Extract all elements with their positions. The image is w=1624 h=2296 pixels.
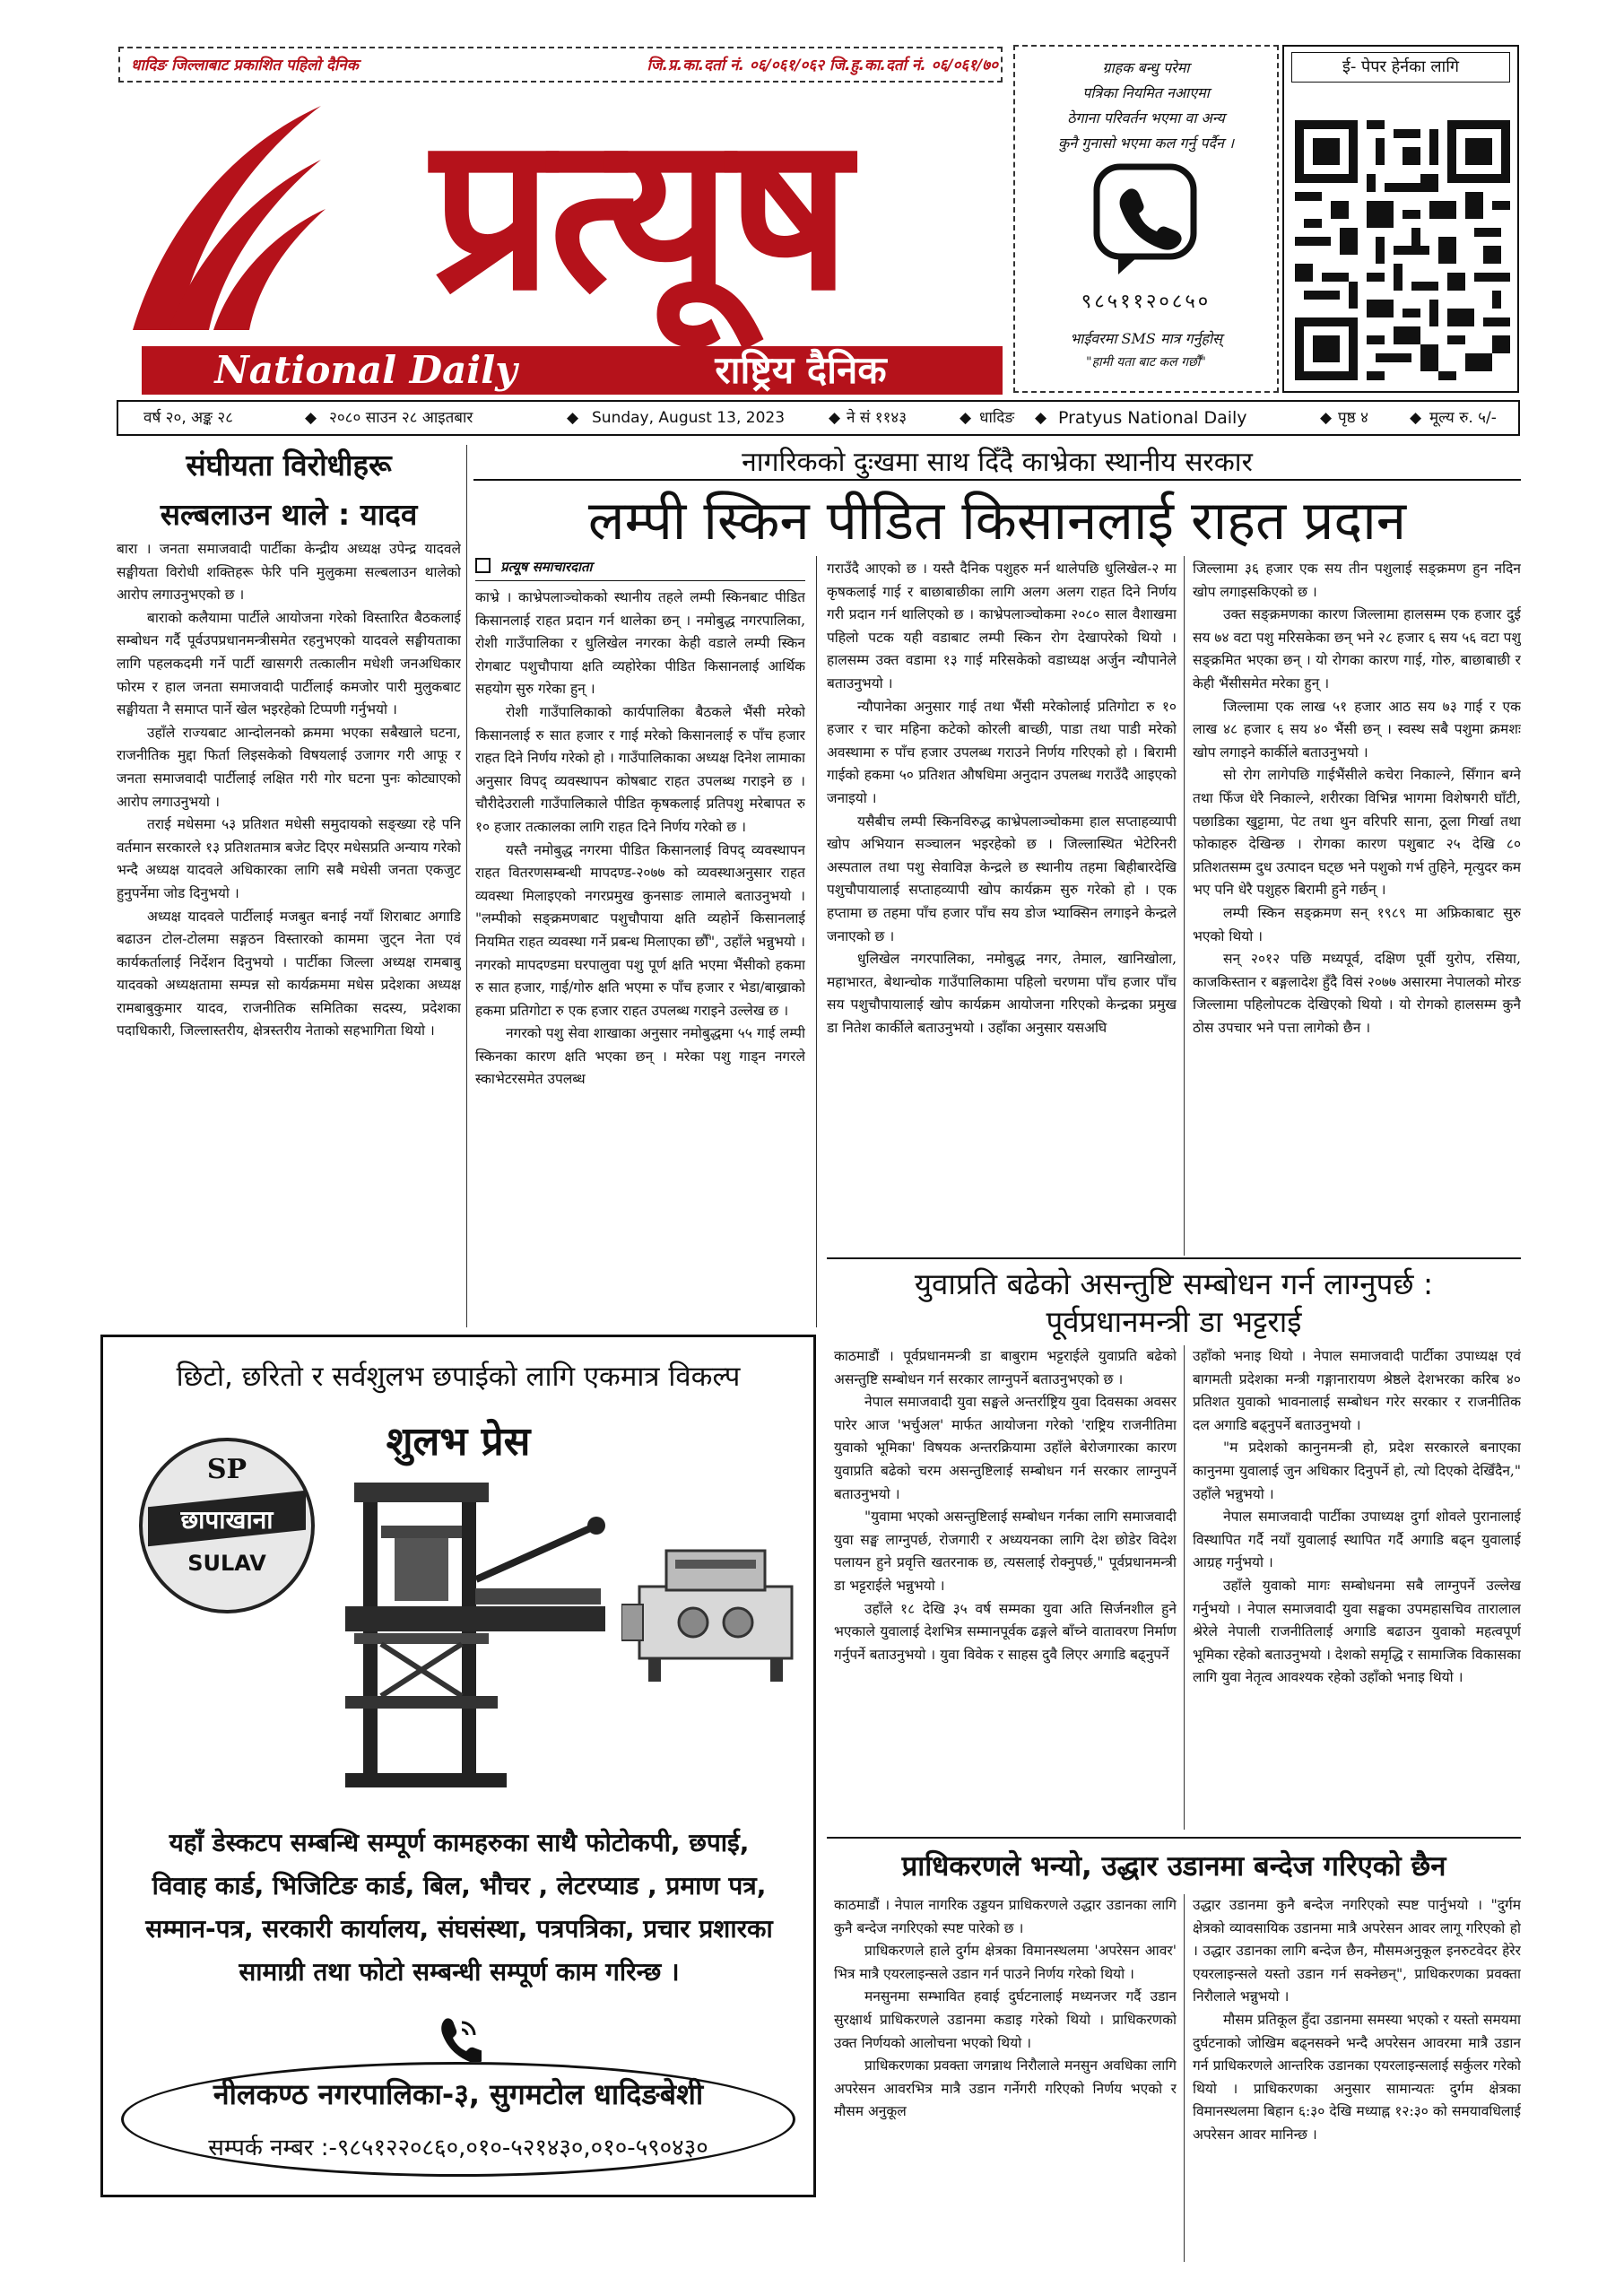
column-divider <box>1184 1345 1185 1830</box>
ad-name: शुलभ प्रेस <box>386 1419 531 1465</box>
main-kicker: नागरिकको दुःखमा साथ दिँदै काभ्रेका स्थानीय सरकार <box>742 447 1253 478</box>
paragraph: सन् २०१२ पछि मध्यपूर्व, दक्षिण पूर्वी युरोप, रसिया, काजकिस्तान र बङ्गलादेश हुँदै विसं २०७७ असारमा नेपालको मोरङ जिल्लामा पहिलोपटक देखिएको थियो । यो रोगको हालसम्म कुनै ठोस उपचार भने पत्ता लागेको छैन । <box>1193 951 1521 1036</box>
ad-logo <box>139 1438 315 1613</box>
nepali-date: २०८० साउन २८ आइतबार <box>329 409 473 427</box>
nepal-samvat: ने सं ११४३ <box>847 409 908 427</box>
paragraph: मौसम प्रतिकूल हुँदा उडानमा समस्या भएको र यस्तो समयमा दुर्घटनाको जोखिम बढ्नसक्ने भन्दै अपरेसन आवरमा मात्रै उडान गर्न प्राधिकरणले आन्तरिक उडानका एयरलाइन्सलाई सर्कुलर गरेको थियो । प्राधिकरणका अनुसार सामान्यतः दुर्गम क्षेत्रका विमानस्थलमा बिहान ६:३० देखि मध्याह्न १२:३० को समयावधिलाई अपरेसन आवर मानिन्छ । <box>1193 2011 1521 2143</box>
section-rule <box>827 1837 1521 1839</box>
viber-icon <box>1091 161 1199 278</box>
paragraph: धुलिखेल नगरपालिका, नमोबुद्ध नगर, तेमाल, खानिखोला, महाभारत, बेथान्चोक गाउँपालिकामा पहिलो चरणमा पाँच हजार पाँच सय पशुचौपायालाई खोप कार्यक्रम आयोजना गरिएको केन्द्रका प्रमुख डा नितेश कार्कीले बताउनुभयो । उहाँका अनुसार यसअघि <box>827 951 1177 1036</box>
column-divider <box>1184 1894 1185 2262</box>
paragraph: नेपाल समाजवादी युवा सङ्घले अन्तर्राष्ट्रिय युवा दिवसका अवसर पारेर आज 'भर्चुअल' मार्फत आयोजना गरेको 'राष्ट्रिय राजनीतिमा युवाको भूमिका' विषयक अन्तरक्रियामा उहाँले बेरोजगारका कारण युवाप्रति बढेको चरम असन्तुष्टिलाई सम्बोधन गर्न सरकार लाग्नुपर्ने बताउनुभयो । <box>834 1394 1177 1502</box>
paragraph: जिल्लामा एक लाख ५१ हजार आठ सय ७३ गाई र एक लाख ४८ हजार ६ सय ४० भैंसी छन् । स्वस्थ सबै पशुमा क्रमशः खोप लगाइने कार्कीले बताउनुभयो । <box>1193 698 1521 761</box>
column-divider <box>816 556 817 1327</box>
paragraph: "युवामा भएको असन्तुष्टिलाई सम्बोधन गर्नका लागि समाजवादी युवा सङ्घ लाग्नुपर्छ, रोजगारी र अध्ययनका लागि देश छोडेर विदेश पलायन हुने प्रवृत्ति खतरनाक छ, त्यसलाई रोक्नुपर्छ," पूर्वप्रधानमन्त्री डा भट्टराईले भन्नुभयो । <box>834 1509 1177 1594</box>
byline-icon <box>475 558 491 573</box>
paragraph: "म प्रदेशको कानुनमन्त्री हो, प्रदेश सरकारले बनाएका कानुनमा युवालाई जुन अधिकार दिनुपर्ने हो, त्यो दिएको देखिँदैन," उहाँले भन्नुभयो । <box>1193 1439 1521 1502</box>
caan-headline: प्राधिकरणले भन्यो, उद्धार उडानमा बन्देज गरिएको छैन <box>901 1850 1446 1883</box>
main-col-1 <box>475 587 805 1326</box>
paragraph: काठमाडौं । नेपाल नागरिक उड्डयन प्राधिकरणले उद्धार उडानका लागि कुनै बन्देज नगरिएको स्पष्ट पारेको छ । <box>834 1897 1177 1936</box>
left-story-body <box>117 538 461 1326</box>
caan-col-2 <box>1193 1894 1521 2262</box>
section-rule <box>827 1257 1521 1259</box>
column-divider <box>466 445 467 1327</box>
notice-line: कुनै गुनासो भएमा कल गर्नु पर्दैन । <box>1057 135 1235 152</box>
paragraph: तराई मधेसमा ५३ प्रतिशत मधेसी समुदायको सङ्ख्या रहे पनि वर्तमान सरकारले १३ प्रतिशतमात्र बजेट दिएर मधेसप्रति अन्याय गरेको भन्दै अध्यक्ष यादवले अधिकारका लागि सबै मधेसी जनता एकजुट हुनुपर्नेमा जोड दिनुभयो । <box>117 816 461 901</box>
paragraph: मनसुनमा सम्भावित हवाई दुर्घटनालाई मध्यनजर गर्दै उडान सुरक्षार्थ प्राधिकरणले उडानमा कडाइ गरेको थियो । प्राधिकरणको उक्त निर्णयको आलोचना भएको थियो । <box>834 1988 1177 2051</box>
paragraph: काठमाडौं । पूर्वप्रधानमन्त्री डा बाबुराम भट्टराईले युवाप्रति बढेको असन्तुष्टि सम्बोधन गर्न सरकार लाग्नुपर्ने बताउनुभएको छ । <box>834 1348 1177 1387</box>
viber-call-line: "हामी यता बाट कल गर्छौं" <box>1086 355 1206 370</box>
viber-number: ९८५११२०८५० <box>1081 291 1211 313</box>
paragraph: काभ्रे । काभ्रेपलाञ्चोकको स्थानीय तहले लम्पी स्किनबाट पीडित किसानलाई राहत प्रदान गर्न थालेका छन् । नमोबुद्ध नगरपालिका, रोशी गाउँपालिका र धुलिखेल नगरका केही वडाले लम्पी स्किन रोगबाट पशुचौपाया क्षति व्यहोरेका पीडित किसानलाई आर्थिक सहयोग सुरु गरेका हुन् । <box>475 589 805 698</box>
byline-text: प्रत्यूष समाचारदाता <box>500 559 593 575</box>
paragraph: न्यौपानेका अनुसार गाई तथा भैंसी मरेकोलाई प्रतिगोटा रु १० हजार र चार महिना कटेको कोरली बाच्छी, पाडा तथा पाडी मरेको अवस्थामा रु पाँच हजार उपलब्ध गराउने निर्णय गरिएको हो । बिरामी गाईको हकमा ५० प्रतिशत औषधिमा अनुदान उपलब्ध गराउँदै आइएको जनाइयो । <box>827 698 1177 806</box>
masthead-registration: जि.प्र.का.दर्ता नं. ०६/०६१/०६२ जि.हु.का.दर्ता नं. ०६/०६१/७० <box>647 57 998 74</box>
youth-headline-1: युवाप्रति बढेको असन्तुष्टि सम्बोधन गर्न लाग्नुपर्छ : <box>914 1266 1434 1301</box>
notice-text <box>1020 56 1272 156</box>
paragraph: उक्त सङ्क्रमणका कारण जिल्लामा हालसम्म एक हजार दुई सय ७४ वटा पशु मरिसकेका छन् भने २८ हजार ६ सय ५६ वटा पशु सङ्क्रमित भएका छन् । यो रोगका कारण गाई, गोरु, बाछाबाछी र केही भैंसीसमेत मरेका हुन् । <box>1193 606 1521 691</box>
ad-logo-monogram: SP <box>206 1454 248 1485</box>
offset-press-image <box>621 1533 801 1685</box>
bullet: ◆ <box>305 409 317 427</box>
price: मूल्य रु. ५/- <box>1429 409 1497 427</box>
paragraph: नगरको पशु सेवा शाखाका अनुसार नमोबुद्धमा ५५ गाई लम्पी स्किनका कारण क्षति भएका छन् । मरेका पशु गाड्न नगरले स्काभेटरसमेत उपलब्ध <box>475 1025 805 1088</box>
viber-sms-line: भाईवरमा SMS मात्र गर्नुहोस् <box>1070 330 1222 347</box>
subscriber-notice-box <box>1013 45 1279 393</box>
byline <box>475 558 805 581</box>
phone-icon <box>435 2015 482 2062</box>
bullet: ◆ <box>960 409 972 427</box>
paragraph: गराउँदै आएको छ । यस्तै दैनिक पशुहरु मर्न थालेपछि धुलिखेल-२ मा कृषकलाई गाई र बाछाबाछीका लागि अलग अलग राहत दिने निर्णय गरी प्रदान गर्न थालिएको छ । काभ्रेपलाञ्चोकमा २०८० साल वैशाखमा पहिलो पटक यही वडाबाट लम्पी स्किन रोग देखापरेको थियो । हालसम्म उक्त वडामा १३ गाई मरिसकेको वडाध्यक्ष अर्जुन न्यौपानेले बताउनुभयो । <box>827 561 1177 691</box>
paragraph: उहाँले युवाको मागः सम्बोधनमा सबै लाग्नुपर्ने उल्लेख गर्नुभयो । नेपाल समाजवादी युवा सङ्घका उपमहासचिव तारालाल श्रेरेले नेपाली राजनीतिलाई अगाडि बढाउन युवाको महत्वपूर्ण भूमिका रहेको बताउनुभयो । देशको समृद्धि र सामाजिक विकासका लागि युवा नेतृत्व आवश्यक रहेको उहाँको भनाइ थियो । <box>1193 1577 1521 1686</box>
bullet: ◆ <box>1320 409 1333 427</box>
ad-services: यहाँ डेस्कटप सम्बन्धि सम्पूर्ण कामहरुका साथै फोटोकपी, छपाई, विवाह कार्ड, भिजिटिङ कार्ड, बिल, भौचर , लेटरप्याड , प्रमाण पत्र, सम्मान-पत्र, सरकारी कार्यालय, संघसंस्था, पत्रपत्रिका, प्रचार प्रशारका सामाग्री तथा फोटो सम्बन्धी सम्पूर्ण काम गरिन्छ । <box>145 1828 773 1987</box>
left-headline-2: सल्बलाउन थाले : यादव <box>160 497 418 532</box>
english-name: National Daily <box>214 348 517 392</box>
logo-text: प्रत्यूष <box>430 88 848 338</box>
caan-col-1 <box>834 1894 1177 2262</box>
english-date: Sunday, August 13, 2023 <box>592 409 786 427</box>
paper-name: Pratyus National Daily <box>1058 408 1247 428</box>
ad-logo-label: छापाखाना <box>180 1505 274 1535</box>
paragraph: प्राधिकरणले हाले दुर्गम क्षेत्रका विमानस्थलमा 'अपरेसन आवर' भित्र मात्रै एयरलाइन्सले उडान गर्न पाउने निर्णय गरेको थियो । <box>834 1943 1177 1982</box>
paragraph: बाराको कलैयामा पार्टीले आयोजना गरेको विस्तारित बैठकलाई सम्बोधन गर्दै पूर्वउपप्रधानमन्त्रीसमेत रहनुभएको यादवले सङ्घीयताका लागि पहलकदमी गर्ने पार्टी खासगरी तत्कालीन मधेशी जनअधिकार फोरम र हाल जनता समाजवादी पार्टीलाई कमजोर पारी मुलुकबाट सङ्घीयता नै समाप्त पार्ने खेल भइरहेको टिप्पणी गर्नुभयो । <box>117 609 461 718</box>
ad-address: नीलकण्ठ नगरपालिका-३, सुगमटोल धादिङबेशी <box>213 2077 704 2111</box>
ad-box <box>100 1335 816 2197</box>
ad-contact: सम्पर्क नम्बर :-९८५१२२०८६०,०१०-५२१४३०,०१०-५९०४३० <box>208 2135 708 2161</box>
masthead-tagline: धादिङ जिल्लाबाट प्रकाशित पहिलो दैनिक <box>131 57 359 74</box>
place: धादिङ <box>979 409 1015 427</box>
paragraph: बारा । जनता समाजवादी पार्टीका केन्द्रीय अध्यक्ष उपेन्द्र यादवले सङ्घीयता विरोधी शक्तिहरू फेरि पनि मुलुकमा सल्बलाउन थालेको आरोप लगाउनुभएको छ । <box>117 541 461 604</box>
ad-logo-sulav: SULAV <box>187 1551 266 1576</box>
notice-line: पत्रिका नियमित नआएमा <box>1082 84 1210 101</box>
paragraph: उद्धार उडानमा कुनै बन्देज नगरिएको स्पष्ट पार्नुभयो । "दुर्गम क्षेत्रको व्यावसायिक उडानमा मात्रै अपरेसन आवर लागू गरिएको हो । उद्धार उडानका लागि बन्देज छैन, मौसमअनुकूल इनरुटवेदर हेरेर एयरलाइन्सले यस्तो उडान गर्न सक्नेछन्", प्राधिकरणका प्रवक्ता निरौलाले भन्नुभयो । <box>1193 1897 1521 2005</box>
paragraph: उहाँले राज्यबाट आन्दोलनको क्रममा भएका सबैखाले घटना, राजनीतिक मुद्दा फिर्ता लिइसकेको विषयलाई उजागर गरी आफू र जनता समाजवादी पार्टीलाई लक्षित गरी गोर घटना पुनः कोट्याएको आरोप लगाउनुभयो । <box>117 724 461 810</box>
paragraph: सो रोग लागेपछि गाईभैंसीले कचेरा निकाल्ने, सिँगान बग्ने तथा फिँज धेरै निकाल्ने, शरीरका विभिन्न भागमा विशेषगरी घाँटी, पछाडिका खुट्टामा, पेट तथा थुन वरिपरि साना, ठूला गिर्खा तथा फोकाहरु देखिन्छ । रोगका कारण पशुबाट २५ देखि ८० प्रतिशतसम्म दुध उत्पादन घट्छ भने पशुको गर्भ तुहिने, मृत्युदर कम भए पनि धेरै पशुहरु बिरामी हुने गर्छन् । <box>1193 767 1521 899</box>
epaper-label: ई- पेपर हेर्नका लागि <box>1342 57 1459 76</box>
main-col-2 <box>827 558 1177 1254</box>
printing-press-image <box>327 1472 623 1795</box>
left-headline-1: संघीयता विरोधीहरू <box>186 448 392 483</box>
paragraph: लम्पी स्किन सङ्क्रमण सन् १९८९ मा अफ्रिकाबाट सुरु भएको थियो । <box>1193 904 1521 944</box>
paragraph: यसैबीच लम्पी स्किनविरुद्ध काभ्रेपलाञ्चोकमा हाल सप्ताहव्यापी खोप अभियान सञ्चालन भइरहेको छ । जिल्लास्थित भेटेरिनरी अस्पताल तथा पशु सेवाविज्ञ केन्द्रले छ स्थानीय तहमा बिहीबारदेखि पशुचौपायालाई सप्ताहव्यापी खोप कार्यक्रम सुरु गरेको हो । एक हप्तामा छ तहमा पाँच हजार पाँच सय डोज भ्याक्सिन लगाइने केन्द्रले जनाएको छ । <box>827 813 1177 944</box>
column-divider <box>1184 556 1185 1256</box>
notice-line: ठेगाना परिवर्तन भएमा वा अन्य <box>1067 109 1225 126</box>
masthead <box>115 43 1006 395</box>
paragraph: यस्तै नमोबुद्ध नगरमा पीडित किसानलाई विपद् व्यवस्थापन राहत वितरणसम्बन्धी मापदण्ड-२०७७ को व्यवस्थाअनुसार राहत व्यवस्था मिलाइएको नगरप्रमुख कुनसाङ लामाले बताउनुभयो । "लम्पीको सङ्क्रमणबाट पशुचौपाया क्षति व्यहोर्ने किसानलाई नियमित राहत व्यवस्था गर्ने प्रबन्ध मिलाएका छौँ", उहाँले भन्नुभयो । नगरको मापदण्डमा घरपालुवा पशु पूर्ण क्षति भएमा भैंसीको हकमा रु सात हजार, गाई/गोरु क्षति भएमा रु पाँच हजार र भेडा/बाख्राको हकमा प्रतिगोटा रु एक हजार राहत उपलब्ध गराइने उल्लेख छ । <box>475 841 805 1019</box>
paragraph: अध्यक्ष यादवले पार्टीलाई मजबुत बनाई नयाँ शिराबाट अगाडि बढाउन टोल-टोलमा सङ्गठन विस्तारको काममा जुट्न नेता एवं कार्यकर्तालाई निर्देशन दिनुभयो । पार्टीका जिल्ला अध्यक्ष रामबाबु यादवको अध्यक्षतामा सम्पन्न सो कार्यक्रममा मधेस प्रदेशका अध्यक्ष रामबाबुकुमार यादव, राजनीतिक समितिका सदस्य, प्रदेशका पदाधिकारी, जिल्लास्तरीय, क्षेत्रस्तरीय नेताको सहभागिता थियो । <box>117 908 461 1039</box>
paragraph: नेपाल समाजवादी पार्टीका उपाध्यक्ष दुर्गा शोवले पुरानालाई विस्थापित गर्दै नयाँ युवालाई स्थापित गर्दै अगाडि बढ्न युवालाई आग्रह गर्नुभयो । <box>1193 1509 1521 1571</box>
qr-code[interactable] <box>1295 120 1510 380</box>
bullet: ◆ <box>567 409 579 427</box>
youth-col-1 <box>834 1345 1177 1830</box>
paragraph: उहाँले १८ देखि ३५ वर्ष सम्मका युवा अति सिर्जनशील हुने भएकाले युवालाई देशभित्र सम्मानपूर्वक ढङ्गले बाँच्ने वातावरण निर्माण गर्नुपर्ने बताउनुभयो । युवा विवेक र साहस दुवै लिएर अगाडि बढ्नुपर्ने <box>834 1600 1177 1663</box>
bullet: ◆ <box>829 409 841 427</box>
youth-col-2 <box>1193 1345 1521 1830</box>
paragraph: उहाँको भनाइ थियो । नेपाल समाजवादी पार्टीका उपाध्यक्ष एवं बागमती प्रदेशका मन्त्री गङ्गानारायण श्रेष्ठले देशभरका करिब ४० प्रतिशत युवाको भावनालाई सम्बोधन गरेर सरकार र राजनीतिक दल अगाडि बढ्नुपर्ने बताउनुभयो । <box>1193 1348 1521 1433</box>
year-issue: वर्ष २०, अङ्क २८ <box>143 409 234 427</box>
paragraph: जिल्लामा ३६ हजार एक सय तीन पशुलाई सङ्क्रमण हुन नदिन खोप लगाइसकिएको छ । <box>1193 561 1521 600</box>
page-count: पृष्ठ ४ <box>1338 409 1368 427</box>
nepali-subtitle: राष्ट्रिय दैनिक <box>715 348 887 392</box>
notice-line: ग्राहक बन्धु परेमा <box>1102 59 1190 76</box>
dateline-bar <box>117 400 1520 436</box>
main-col-3 <box>1193 558 1521 1254</box>
paragraph: रोशी गाउँपालिकाको कार्यपालिका बैठकले भैंसी मरेको किसानलाई रु सात हजार र गाई मरेको किसानलाई रु पाँच हजार राहत दिने निर्णय गरेको हो । गाउँपालिकाका अध्यक्ष दिनेश लामाका अनुसार विपद् व्यवस्थापन कोषबाट राहत उपलब्ध गराइने छ । चौरीदेउराली गाउँपालिकाले पीडित कृषकलाई प्रतिपशु मरेबापत रु १० हजार तत्कालका लागि राहत दिने निर्णय गरेको छ । <box>475 703 805 835</box>
youth-headline-2: पूर्वप्रधानमन्त्री डा भट्टराई <box>1046 1304 1302 1339</box>
ad-tagline: छिटो, छरितो र सर्वशुलभ छपाईको लागि एकमात्र विकल्प <box>176 1361 741 1393</box>
paragraph: प्राधिकरणका प्रवक्ता जगन्नाथ निरौलाले मनसुन अवधिका लागि अपरेसन आवरभित्र मात्रै उडान गर्नेगरी गरिएको निर्णय भएको र मौसम अनुकूल <box>834 2057 1177 2120</box>
bullet: ◆ <box>1035 409 1047 427</box>
epaper-box <box>1282 45 1519 393</box>
main-headline: लम्पी स्किन पीडित किसानलाई राहत प्रदान <box>587 490 1407 552</box>
bullet: ◆ <box>1410 409 1422 427</box>
